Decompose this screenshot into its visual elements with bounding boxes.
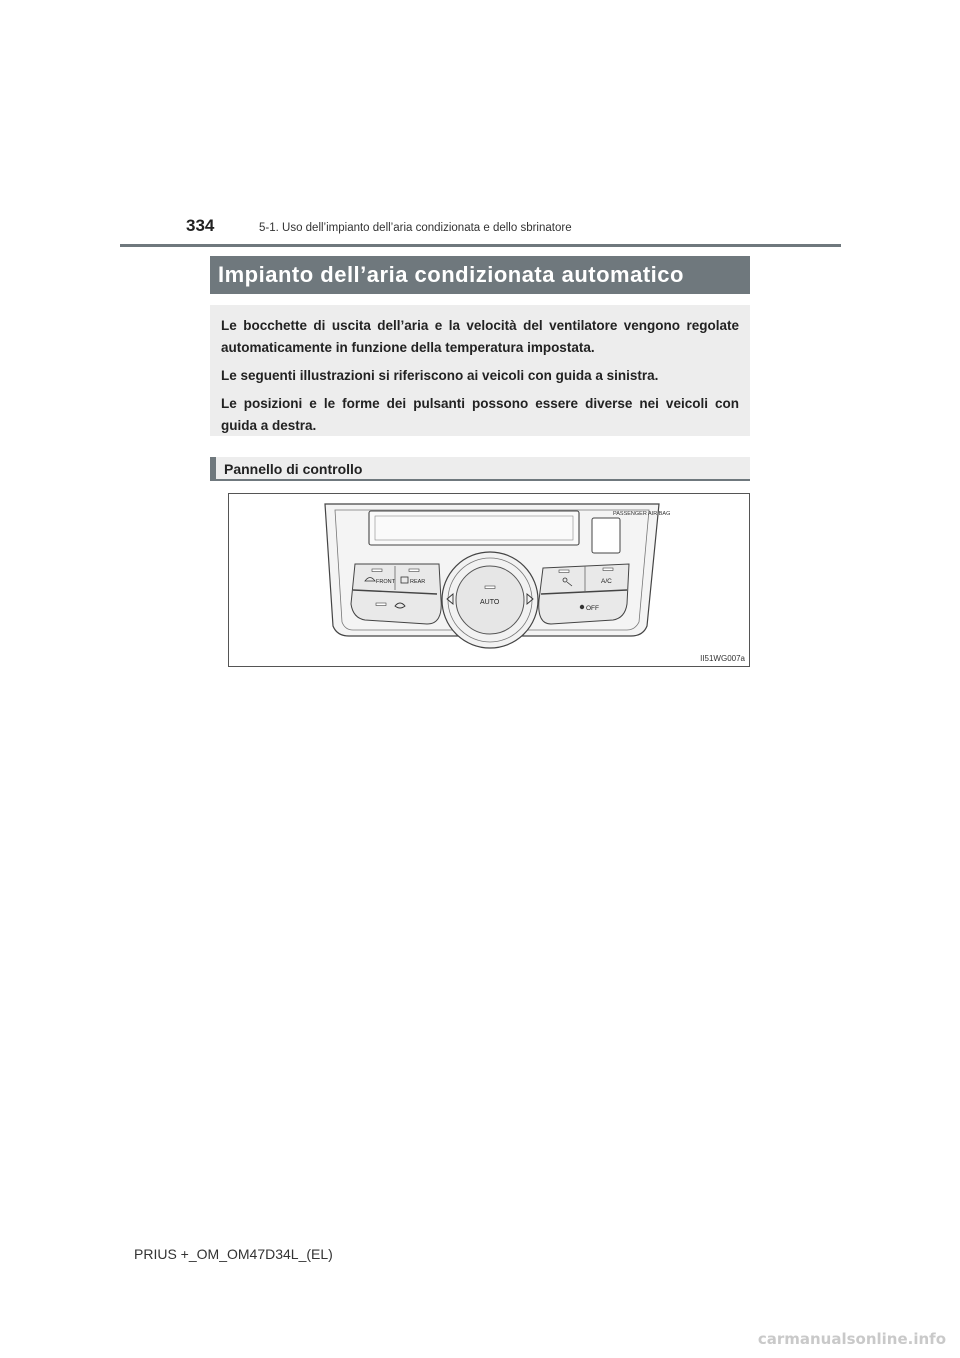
intro-paragraph-2: Le seguenti illustrazioni si riferiscono ai veicoli con guida a sinistra. [221, 368, 659, 383]
front-label: FRONT [376, 579, 395, 585]
intro-paragraph-3: Le posizioni e le forme dei pulsanti possono essere diverse nei veicoli con guida a destra. [221, 396, 739, 433]
fan-icon [580, 605, 584, 609]
auto-label: AUTO [480, 599, 500, 606]
passenger-airbag-label: PASSENGER AIR BAG [613, 511, 671, 517]
breadcrumb: 5-1. Uso dell’impianto dell’aria condizionata e dello sbrinatore [259, 222, 572, 234]
passenger-airbag-indicator [592, 518, 620, 553]
intro-box [210, 305, 750, 436]
page-number: 334 [186, 216, 215, 235]
section-title: Impianto dell’aria condizionata automatico [210, 256, 750, 294]
subsection-title: Pannello di controllo [210, 457, 750, 481]
header-rule [120, 244, 841, 247]
control-panel-figure [228, 493, 750, 667]
ac-label: A/C [601, 578, 612, 585]
air-outlet-led [559, 570, 569, 573]
recirculation-led [376, 603, 386, 606]
watermark: carmanualsonline.info [757, 1330, 946, 1348]
auto-led [485, 586, 495, 589]
rear-label: REAR [410, 579, 426, 585]
ac-led [603, 568, 613, 571]
rear-defroster-led [409, 569, 419, 572]
front-defroster-led [372, 569, 382, 572]
off-label: OFF [586, 605, 599, 612]
intro-paragraph-1: Le bocchette di uscita dell’aria e la velocità del ventilatore vengono regolate automaticamente in funzione della temperatura impostata. [221, 318, 739, 355]
control-panel-illustration [229, 494, 749, 666]
footer-document-id: PRIUS +_OM_OM47D34L_(EL) [134, 1246, 333, 1262]
figure-code: II51WG007a [700, 654, 745, 663]
